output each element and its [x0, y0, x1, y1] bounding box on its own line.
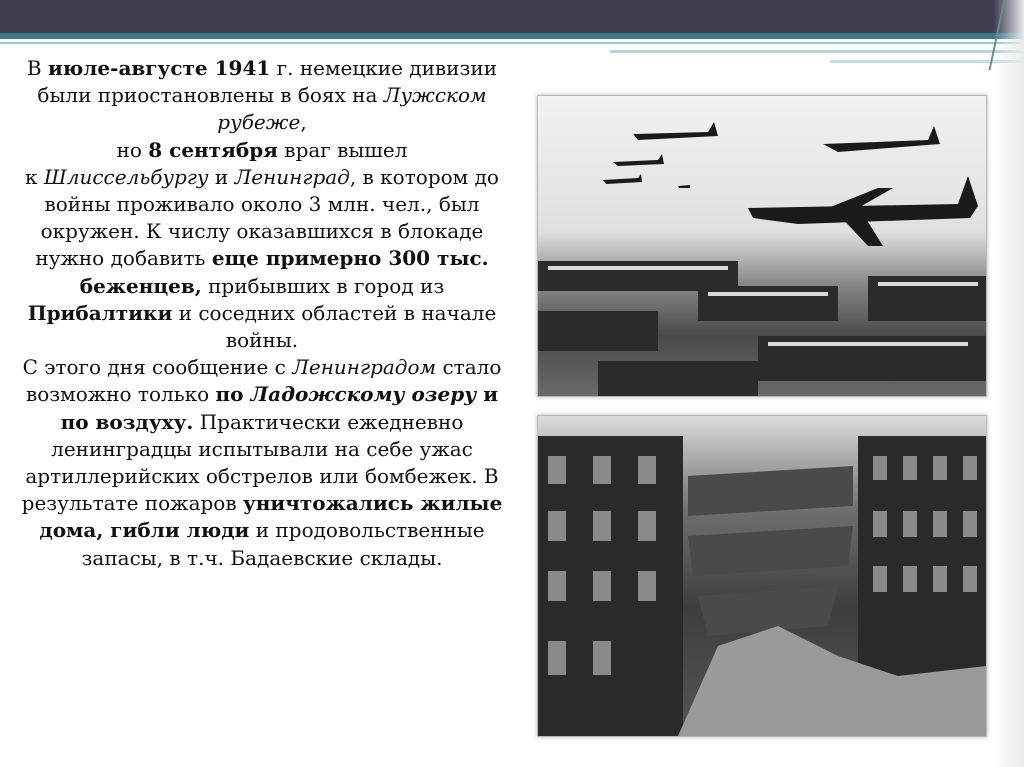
text-italic: Ленинградом	[292, 355, 437, 380]
text-bold: и по воздуху.	[60, 382, 499, 434]
text-run: , в котором до войны проживало около 3 млн. чел., был окружен. К числу оказавшихся в блокаде нужно добавить	[35, 164, 499, 271]
text-run: С этого дня сообщение с	[22, 355, 293, 380]
text-bold: 8 сентября	[148, 137, 278, 162]
text-run: и	[208, 164, 235, 189]
slide-top-bar	[0, 0, 1024, 33]
text-run: к	[25, 164, 44, 189]
photo-aircraft-over-city	[537, 95, 987, 397]
text-run: и продовольственные запасы, в т.ч. Бадаевские склады.	[81, 518, 485, 570]
collapsed-floors	[688, 466, 853, 636]
photo-destroyed-building	[537, 415, 987, 737]
slide-right-edge	[994, 0, 1024, 767]
city-buildings	[538, 261, 986, 396]
slide-body-text	[12, 55, 512, 572]
text-run: и соседних областей в начале войны.	[172, 300, 497, 353]
text-bold: Прибалтики	[27, 300, 173, 325]
text-run: г. немецкие дивизии были приостановлены в боях на	[37, 56, 498, 108]
text-italic: Шлиссельбургу	[43, 164, 209, 189]
text-bold: по	[215, 382, 251, 407]
aircraft-scene	[538, 96, 986, 396]
text-run: В	[26, 56, 48, 80]
accent-stripe-thin	[0, 42, 1024, 44]
text-run: Практически ежедневно ленинградцы испытывали на себе ужас артиллерийских обстрелов или бомбежек. В результате пожаров	[21, 409, 499, 516]
text-run: но	[116, 137, 149, 162]
text-run: стало возможно только	[25, 355, 502, 407]
ruins-scene	[538, 416, 986, 736]
aircraft-icon	[603, 122, 978, 246]
decor-line	[610, 50, 1024, 53]
accent-stripe	[0, 33, 1024, 39]
text-run: враг вышел	[277, 137, 408, 162]
text-italic: Ленинград	[234, 164, 350, 189]
text-bold: еще примерно 300 тыс. беженцев,	[79, 246, 489, 298]
text-bold: уничтожались жилые дома, гибли люди	[39, 491, 503, 543]
text-italic: Лужском рубеже	[217, 83, 487, 135]
text-bold-italic: Ладожскому озеру	[250, 382, 477, 407]
text-bold: июле-августе 1941	[47, 56, 271, 80]
text-run: ,	[300, 110, 307, 135]
text-run: прибывших в город из	[201, 273, 445, 298]
